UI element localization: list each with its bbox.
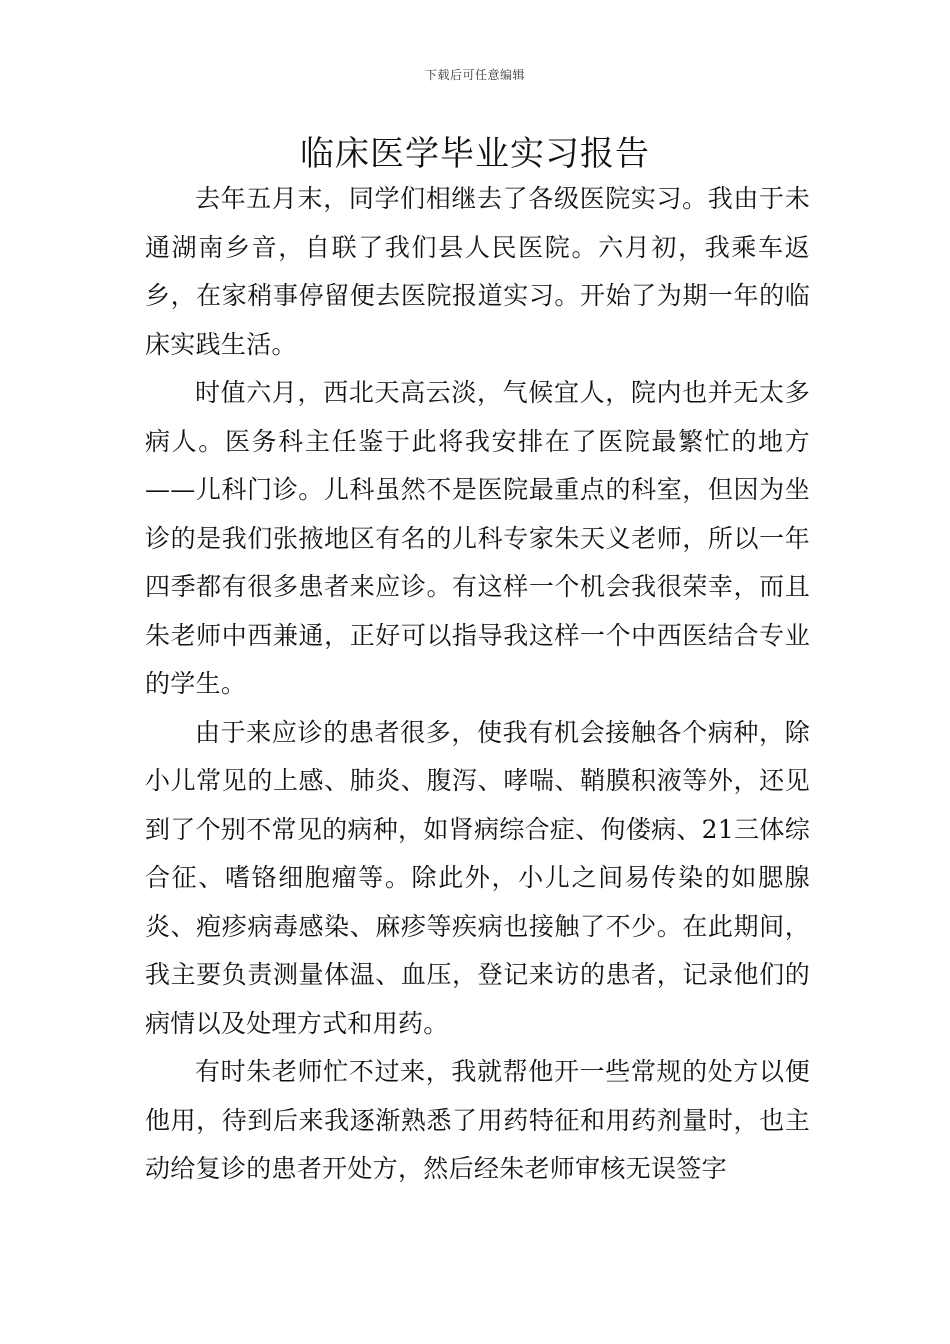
paragraph: 由于来应诊的患者很多，使我有机会接触各个病种，除小儿常见的上感、肺炎、腹泻、哮喘、鞘膜积液等外，还见到了个别不常见的病种，如肾病综合症、佝偻病、21三体综合征、嗜铬细胞瘤等。除此外，小儿之间易传染的如腮腺炎、疱疹病毒感染、麻疹等疾病也接触了不少。在此期间，我主要负责测量体温、血压，登记来访的患者，记录他们的病情以及处理方式和用药。 xyxy=(145,717,810,1038)
paragraph: 有时朱老师忙不过来，我就帮他开一些常规的处方以便他用，待到后来我逐渐熟悉了用药特征和用药剂量时，也主动给复诊的患者开处方，然后经朱老师审核无误签字 xyxy=(145,1057,810,1183)
document-body xyxy=(145,175,810,1194)
header-note: 下载后可任意编辑 xyxy=(424,68,525,82)
paragraph: 去年五月末，同学们相继去了各级医院实习。我由于未通湖南乡音，自联了我们县人民医院。六月初，我乘车返乡，在家稍事停留便去医院报道实习。开始了为期一年的临床实践生活。 xyxy=(145,184,810,359)
page-title: 临床医学毕业实习报告 xyxy=(300,134,650,174)
paragraph: 时值六月，西北天高云淡，气候宜人，院内也并无太多病人。医务科主任鉴于此将我安排在了医院最繁忙的地方——儿科门诊。儿科虽然不是医院最重点的科室，但因为坐诊的是我们张掖地区有名的儿科专家朱天义老师，所以一年四季都有很多患者来应诊。有这样一个机会我很荣幸，而且朱老师中西兼通，正好可以指导我这样一个中西医结合专业的学生。 xyxy=(145,378,810,698)
